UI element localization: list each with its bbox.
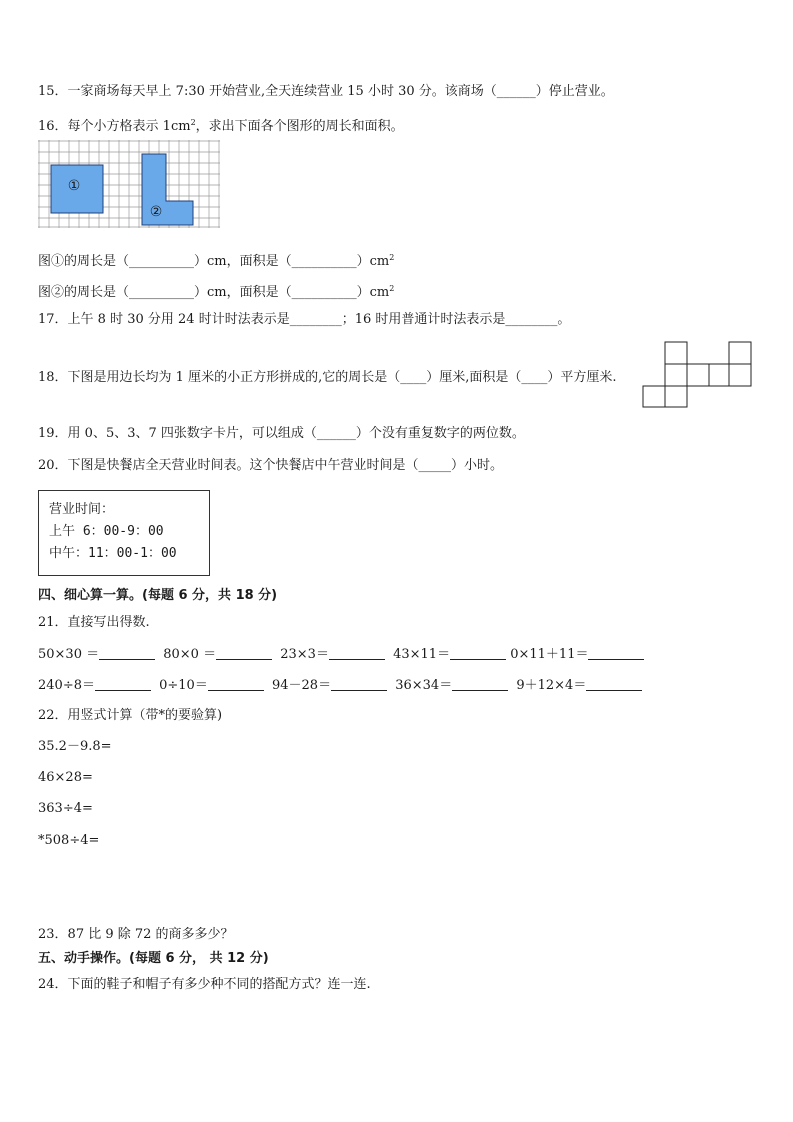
calc-item: 43×11＝ [393,646,506,664]
superscript: 2 [389,253,395,262]
question-17 [38,311,570,329]
tile [709,364,729,386]
tile [643,386,665,407]
section-5-heading [38,950,269,968]
tile [665,386,687,407]
grid-figure [38,140,220,228]
calc-item: 9＋12×4＝ [516,677,642,695]
question-24-text: 24．下面的鞋子和帽子有多少种不同的搭配方式？连一连. [38,977,371,992]
q16-answer-2-text: 图②的周长是（__________）cm，面积是（__________）cm [38,285,390,300]
calc-item: 0×11＋11＝ [510,646,644,664]
question-18 [38,369,616,387]
square-tiles-figure [641,341,753,409]
shape-2-label: ② [149,204,163,220]
calc-row-1 [38,646,644,664]
tile [729,342,751,364]
shape-1-label: ① [67,178,81,194]
tile [665,342,687,364]
calc-item: 0÷10＝ [159,677,264,695]
question-18-text: 18．下图是用边长均为 1 厘米的小正方形拼成的,它的周长是（____）厘米,面积是（____）平方厘米. [38,370,617,385]
question-16 [38,114,404,136]
hours-morning: 上午 6：00-9：00 [49,524,164,539]
vertical-calc-item: 363÷4= [38,801,93,816]
question-24 [38,976,371,994]
question-20-text: 20．下图是快餐店全天营业时间表。这个快餐店中午营业时间是（_____）小时。 [38,458,504,473]
hours-noon: 中午：11：00-1：00 [49,546,177,561]
section-4-title: 四、细心算一算。(每题 6 分，共 18 分) [38,588,278,603]
section-5-title: 五、动手操作。(每题 6 分， 共 12 分) [38,951,269,966]
question-23 [38,926,234,944]
question-21-text: 21．直接写出得数. [38,615,150,630]
q16-answer-1 [38,249,394,271]
calc-item: 36×34＝ [395,677,508,695]
hours-title: 营业时间： [49,502,115,517]
calc-item: 50×30 ＝ [38,646,155,664]
question-23-text: 23．87 比 9 除 72 的商多多少？ [38,927,234,942]
business-hours-box [38,490,210,576]
question-16-text-end: ，求出下面各个图形的周长和面积。 [195,119,404,134]
tile [665,364,687,386]
tile [729,364,751,386]
calc-item: 23×3＝ [280,646,385,664]
question-19 [38,425,525,443]
superscript: 2 [190,118,196,127]
question-20 [38,457,503,475]
question-21 [38,614,150,632]
calc-row-2 [38,677,642,695]
vertical-calc-item: *508÷4= [38,833,100,848]
question-19-text: 19．用 0、5、3、7 四张数字卡片，可以组成（______）个没有重复数字的两位数。 [38,426,525,441]
q16-answer-1-text: 图①的周长是（__________）cm，面积是（__________）cm [38,254,390,269]
q16-answer-2 [38,280,394,302]
superscript: 2 [389,284,395,293]
question-22 [38,707,222,725]
calc-item: 240÷8＝ [38,677,151,695]
tile [687,364,709,386]
question-15 [38,83,614,101]
question-16-text: 16．每个小方格表示 1cm [38,119,191,134]
question-17-text: 17．上午 8 时 30 分用 24 时计时法表示是________；16 时用普通计时法表示是________。 [38,312,571,327]
section-4-heading [38,587,277,605]
calc-item: 94－28＝ [272,677,387,695]
calc-item: 80×0 ＝ [163,646,272,664]
question-22-text: 22．用竖式计算（带*的要验算) [38,708,223,723]
question-15-text: 15．一家商场每天早上 7:30 开始营业,全天连续营业 15 小时 30 分。该商场（______）停止营业。 [38,84,614,99]
vertical-calc-item: 46×28= [38,770,93,785]
vertical-calc-item: 35.2－9.8= [38,739,112,754]
